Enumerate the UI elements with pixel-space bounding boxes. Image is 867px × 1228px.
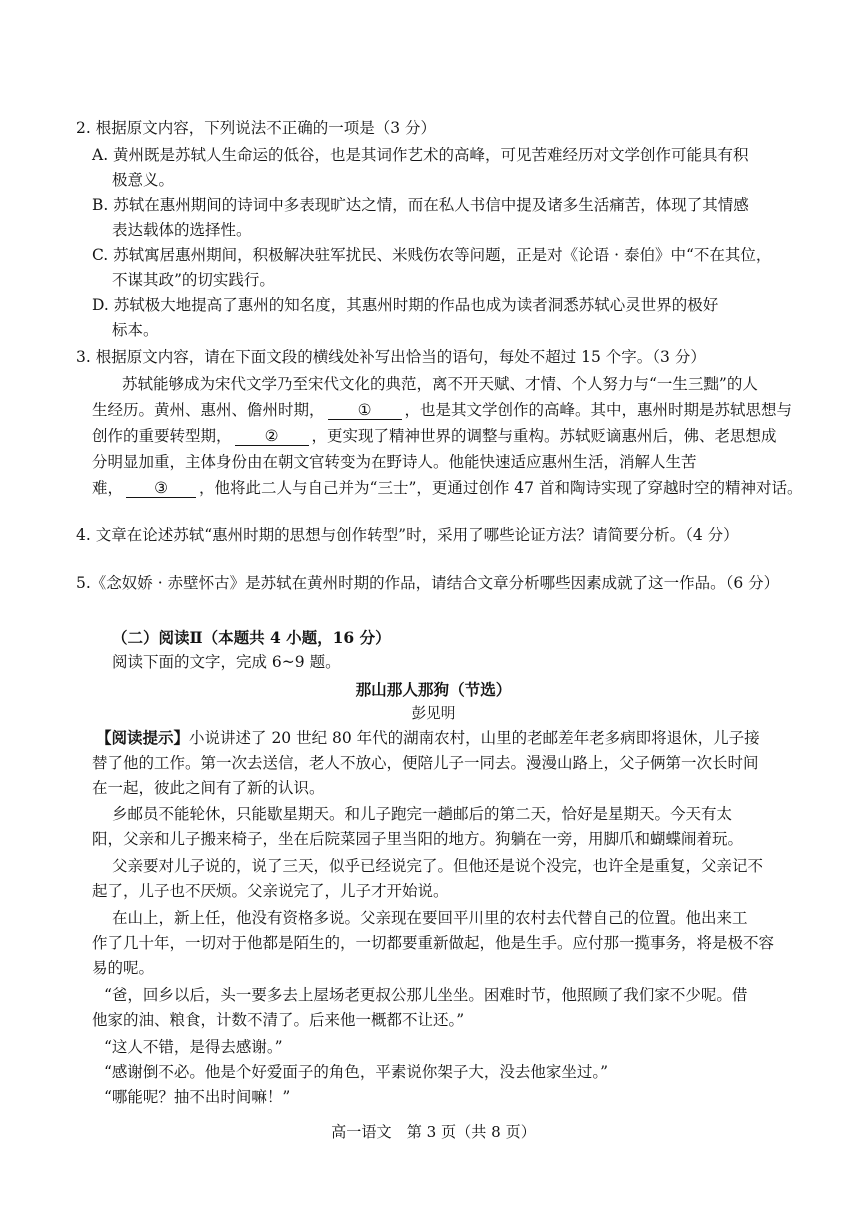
blank-1: ① <box>328 401 402 420</box>
story-paragraph-5: “这人不错，是得去感谢。” <box>104 1038 283 1056</box>
fill-paragraph-line-3 <box>92 426 777 446</box>
question-3-stem: 3. 根据原文内容，请在下面文段的横线处补写出恰当的语句，每处不超过 15 个字。（3 分） <box>76 348 706 366</box>
story-paragraph-4-line-1: “爸，回乡以后，头一要多去上屋场老更叔公那儿坐坐。困难时节，他照顾了我们家不少呢。借 <box>104 986 748 1004</box>
blank-2: ② <box>235 427 309 446</box>
fill-text: 难， <box>92 479 124 497</box>
reading-hint-line-3: 在一起，彼此之间有了新的认识。 <box>92 779 325 797</box>
fill-text: 创作的重要转型期， <box>92 427 232 445</box>
fill-paragraph-line-2 <box>92 400 792 420</box>
option-d-line-2: 标本。 <box>112 321 159 339</box>
story-paragraph-7: “哪能呢？抽不出时间嘛！” <box>104 1088 291 1106</box>
reading-hint-line-2: 替了他的工作。第一次去送信，老人不放心，便陪儿子一同去。漫漫山路上，父子俩第一次长时间 <box>92 754 759 772</box>
fill-text: 生经历。黄州、惠州、儋州时期， <box>92 401 325 419</box>
story-paragraph-3-line-1: 在山上，新上任，他没有资格多说。父亲现在要回平川里的农村去代替自己的位置。他出来工 <box>112 909 748 927</box>
option-a-line-1: A. 黄州既是苏轼人生命运的低谷，也是其词作艺术的高峰，可见苦难经历对文学创作可能具有积 <box>92 146 749 164</box>
page-footer: 高一语文 第 3 页（共 8 页） <box>331 1123 536 1141</box>
story-paragraph-2-line-1: 父亲要对儿子说的，说了三天，似乎已经说完了。但他还是说个没完，也许全是重复，父亲记不 <box>112 857 764 875</box>
option-a-line-2: 极意义。 <box>112 171 175 189</box>
question-4: 4. 文章在论述苏轼“惠州时期的思想与创作转型”时，采用了哪些论证方法？请简要分析。（4 分） <box>76 526 739 544</box>
section-instruction: 阅读下面的文字，完成 6~9 题。 <box>112 653 341 671</box>
reading-hint-label: 【阅读提示】 <box>96 728 190 747</box>
option-c-line-2: 不谋其政”的切实践行。 <box>112 271 275 289</box>
option-b-line-1: B. 苏轼在惠州期间的诗词中多表现旷达之情，而在私人书信中提及诸多生活痛苦，体现了其情感 <box>92 196 749 214</box>
fill-paragraph-line-5 <box>92 478 802 498</box>
story-paragraph-4-line-2: 他家的油、粮食，计数不清了。后来他一概都不让还。” <box>92 1011 465 1029</box>
fill-paragraph-line-4: 分明显加重，主体身份由在朝文官转变为在野诗人。他能快速适应惠州生活，消解人生苦 <box>92 453 697 471</box>
option-b-line-2: 表达载体的选择性。 <box>112 221 252 239</box>
story-author: 彭见明 <box>411 705 456 722</box>
option-d-line-1: D. 苏轼极大地提高了惠州的知名度，其惠州时期的作品也成为读者洞悉苏轼心灵世界的极好 <box>92 296 719 314</box>
story-paragraph-3-line-3: 易的呢。 <box>92 959 155 977</box>
option-c-line-1: C. 苏轼寓居惠州期间，积极解决驻军扰民、米贱伤农等问题，正是对《论语 · 泰伯》中“不在其位， <box>92 246 772 264</box>
question-2-stem: 2. 根据原文内容，下列说法不正确的一项是（3 分） <box>76 119 437 137</box>
fill-text: ，也是其文学创作的高峰。其中，惠州时期是苏轼思想与 <box>404 401 793 419</box>
story-paragraph-2-line-2: 起了，儿子也不厌烦。父亲说完了，儿子才开始说。 <box>92 882 449 900</box>
story-paragraph-1-line-1: 乡邮员不能轮休，只能歇星期天。和儿子跑完一趟邮后的第二天，恰好是星期天。今天有太 <box>112 805 733 823</box>
blank-3: ③ <box>126 479 196 498</box>
story-title: 那山那人那狗（节选） <box>355 680 512 699</box>
fill-text: ，他将此二人与自己并为“三士”，更通过创作 47 首和陶诗实现了穿越时空的精神对话。 <box>199 479 803 497</box>
story-paragraph-3-line-2: 作了几十年，一切对于他都是陌生的，一切都要重新做起，他是生手。应付那一揽事务，将是极不容 <box>92 934 775 952</box>
fill-text: ，更实现了精神世界的调整与重构。苏轼贬谪惠州后，佛、老思想成 <box>311 427 777 445</box>
reading-hint-text: 小说讲述了 20 世纪 80 年代的湖南农村，山里的老邮差年老多病即将退休，儿子接 <box>189 729 760 747</box>
section-heading: （二）阅读Ⅱ（本题共 4 小题，16 分） <box>112 628 391 647</box>
fill-paragraph-line-1: 苏轼能够成为宋代文学乃至宋代文化的典范，离不开天赋、才情、个人努力与“一生三黜”的人 <box>122 375 758 393</box>
question-5: 5.《念奴娇 · 赤壁怀古》是苏轼在黄州时期的作品，请结合文章分析哪些因素成就了这一作品。（6 分） <box>76 574 780 592</box>
story-paragraph-6: “感谢倒不必。他是个好爱面子的角色，平素说你架子大，没去他家坐过。” <box>104 1063 609 1081</box>
story-paragraph-1-line-2: 阳，父亲和儿子搬来椅子，坐在后院菜园子里当阳的地方。狗躺在一旁，用脚爪和蝴蝶闹着玩。 <box>92 830 744 848</box>
reading-hint-line-1 <box>96 728 760 748</box>
